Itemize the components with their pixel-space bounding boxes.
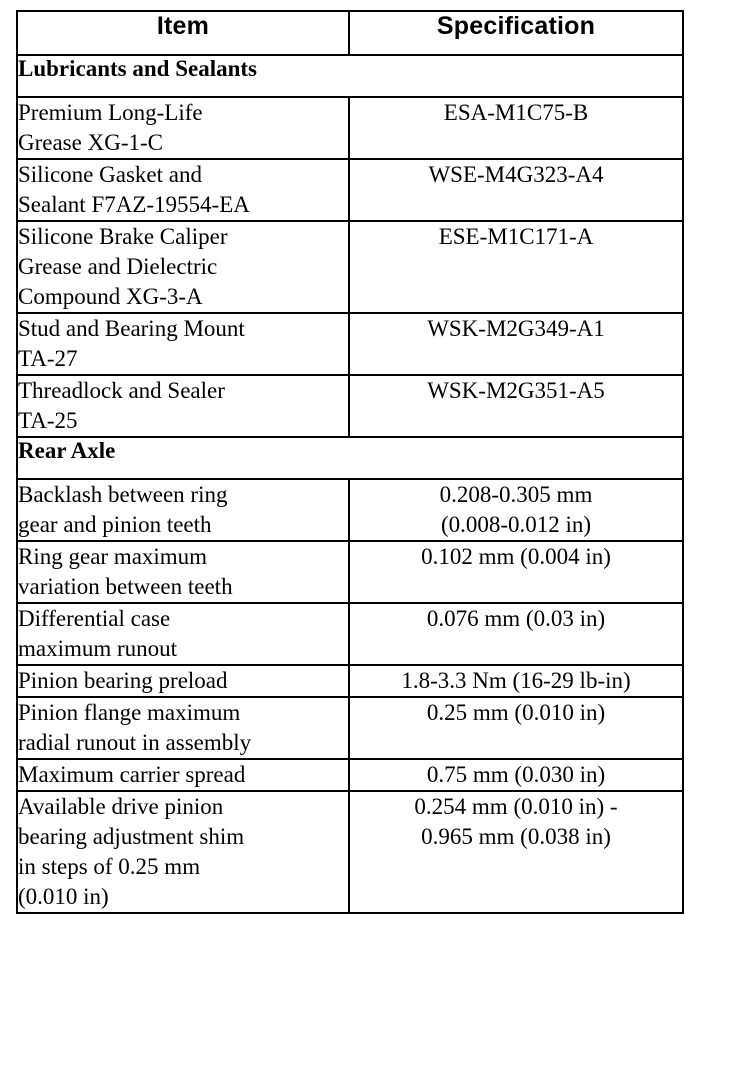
table-body (17, 55, 683, 913)
header-item: Item (17, 11, 349, 55)
item-cell (17, 791, 349, 913)
item-text-line: Threadlock and Sealer (18, 378, 225, 403)
item-text-line: Silicone Brake Caliper (18, 224, 228, 249)
item-text-line: variation between teeth (18, 574, 233, 599)
specification-cell (349, 665, 683, 697)
header-row (17, 11, 683, 55)
item-text-line: Available drive pinion (18, 794, 224, 819)
specification-cell (349, 603, 683, 665)
specification-table (16, 10, 684, 914)
section-row (17, 437, 683, 479)
specification-text-line: 0.965 mm (0.038 in) (421, 824, 611, 849)
specification-text-line: (0.008-0.012 in) (440, 512, 592, 537)
item-cell (17, 97, 349, 159)
item-text-line: Pinion flange maximum (18, 700, 241, 725)
specification-text-line: 0.254 mm (0.010 in) - (414, 794, 618, 819)
specification-text-line: WSK-M2G349-A1 (427, 316, 605, 341)
specification-cell (349, 97, 683, 159)
item-text-line: TA-27 (18, 346, 78, 371)
table-row (17, 697, 683, 759)
item-text-line: (0.010 in) (18, 884, 109, 909)
item-text-line: Premium Long-Life (18, 100, 203, 125)
item-cell (17, 759, 349, 791)
item-cell (17, 697, 349, 759)
specification-cell (349, 759, 683, 791)
table-row (17, 759, 683, 791)
specification-text-line: WSE-M4G323-A4 (428, 162, 604, 187)
item-text-line: Pinion bearing preload (18, 668, 228, 693)
specification-text-line: 0.75 mm (0.030 in) (426, 762, 606, 787)
table-row (17, 313, 683, 375)
item-text-line: Stud and Bearing Mount (18, 316, 245, 341)
specification-text-line: 0.076 mm (0.03 in) (426, 606, 606, 631)
item-text-line: gear and pinion teeth (18, 512, 212, 537)
item-cell (17, 541, 349, 603)
item-text-line: Maximum carrier spread (18, 762, 246, 787)
item-text-line: maximum runout (18, 636, 178, 661)
table-row (17, 665, 683, 697)
item-text-line: TA-25 (18, 408, 78, 433)
item-cell (17, 313, 349, 375)
item-text-line: Compound XG-3-A (18, 284, 203, 309)
item-cell (17, 375, 349, 437)
section-title: Rear Axle (17, 437, 683, 479)
item-text-line: radial runout in assembly (18, 730, 252, 755)
specification-cell (349, 479, 683, 541)
specification-cell (349, 541, 683, 603)
specification-cell (349, 375, 683, 437)
table-row (17, 791, 683, 913)
specification-text-line: WSK-M2G351-A5 (427, 378, 605, 403)
item-text-line: in steps of 0.25 mm (18, 854, 201, 879)
item-text-line: Silicone Gasket and (18, 162, 202, 187)
table-row (17, 221, 683, 313)
table-row (17, 541, 683, 603)
item-text-line: bearing adjustment shim (18, 824, 245, 849)
specification-cell (349, 221, 683, 313)
specification-text-line: 0.102 mm (0.004 in) (421, 544, 611, 569)
table-row (17, 603, 683, 665)
section-title: Lubricants and Sealants (17, 55, 683, 97)
specification-cell (349, 159, 683, 221)
table-row (17, 97, 683, 159)
specification-text-line: 0.25 mm (0.010 in) (426, 700, 606, 725)
item-cell (17, 479, 349, 541)
item-text-line: Grease XG-1-C (18, 130, 163, 155)
header-specification: Specification (349, 11, 683, 55)
table-row (17, 375, 683, 437)
specification-cell (349, 791, 683, 913)
item-text-line: Backlash between ring (18, 482, 228, 507)
specification-text-line: 1.8-3.3 Nm (16-29 lb-in) (401, 668, 631, 693)
item-text-line: Grease and Dielectric (18, 254, 218, 279)
item-cell (17, 665, 349, 697)
item-cell (17, 603, 349, 665)
specification-cell (349, 313, 683, 375)
table-row (17, 159, 683, 221)
specification-text-line: ESA-M1C75-B (443, 100, 589, 125)
item-text-line: Ring gear maximum (18, 544, 208, 569)
specification-text-line: 0.208-0.305 mm (439, 482, 593, 507)
item-text-line: Sealant F7AZ-19554-EA (18, 192, 250, 217)
specification-text-line: ESE-M1C171-A (438, 224, 594, 249)
table-row (17, 479, 683, 541)
section-row (17, 55, 683, 97)
specification-cell (349, 697, 683, 759)
item-cell (17, 159, 349, 221)
item-cell (17, 221, 349, 313)
item-text-line: Differential case (18, 606, 171, 631)
